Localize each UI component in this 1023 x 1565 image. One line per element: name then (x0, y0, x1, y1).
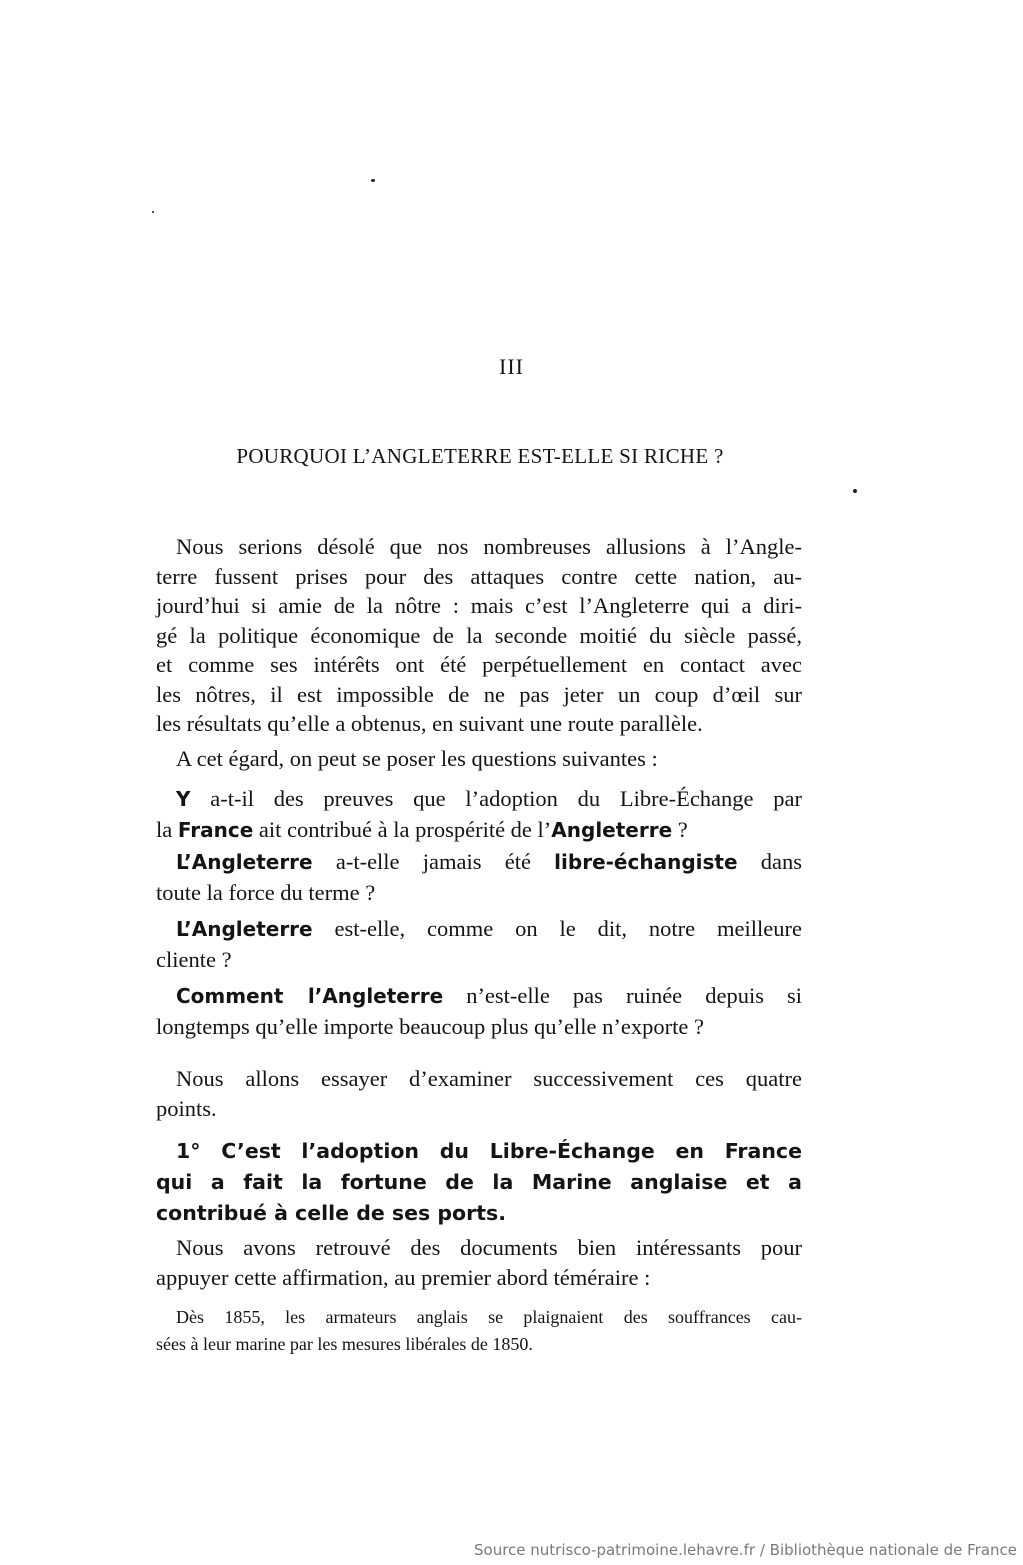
text-line: appuyer cette affirmation, au premier abord téméraire : (156, 1264, 651, 1290)
text-line: toute la force du terme ? (156, 879, 376, 905)
bold-term: Angleterre (551, 817, 673, 842)
text-line: cliente ? (156, 946, 232, 972)
bold-term: L’Angleterre (176, 850, 313, 874)
text-line: gé la politique économique de la seconde moitié du siècle passé, (156, 622, 802, 648)
text-line: les résultats qu’elle a obtenus, en suivant une route parallèle. (156, 711, 703, 736)
bold-term: France (177, 817, 254, 842)
source-credit: Source nutrisco-patrimoine.lehavre.fr / Bibliothèque nationale de France (474, 1541, 1017, 1559)
scan-speck (853, 489, 857, 493)
paragraph-plan (156, 1064, 802, 1123)
scan-speck (152, 211, 154, 213)
heading-line: 1° C’est l’adoption du Libre-Échange en France (176, 1139, 802, 1163)
text: la (156, 816, 178, 842)
quoted-note (156, 1304, 802, 1358)
question-4 (156, 981, 802, 1041)
text-line: points. (156, 1095, 217, 1121)
bold-term: Comment l’Angleterre (176, 984, 444, 1008)
text-line: Nous allons essayer d’examiner successivement ces quatre (176, 1066, 802, 1091)
paragraph-documents (156, 1233, 802, 1292)
text: dans (737, 849, 802, 874)
bold-term: Y (176, 787, 191, 811)
question-1 (156, 784, 802, 845)
text-line: terre fussent prises pour des attaques contre cette nation, au- (156, 563, 802, 589)
paragraph-questions-intro (156, 744, 802, 774)
text-line: Nous serions désolé que nos nombreuses allusions à l’Angle- (176, 534, 802, 559)
heading-line: qui a fait la fortune de la Marine anglaise et a (156, 1170, 802, 1194)
text-line: jourd’hui si amie de la nôtre : mais c’est l’Angleterre qui a diri- (156, 593, 802, 618)
chapter-number: III (499, 354, 524, 379)
text: a-t-il des preuves que l’adoption du Libre-Échange par (190, 786, 802, 811)
bold-term: L’Angleterre (176, 917, 313, 941)
text-line: et comme ses intérêts ont été perpétuellement en contact avec (156, 652, 802, 677)
heading-line: contribué à celle de ses ports. (156, 1201, 507, 1225)
text-line: Nous avons retrouvé des documents bien intéressants pour (176, 1235, 802, 1260)
text: ? (672, 816, 688, 842)
text: est-elle, comme on le dit, notre meilleure (312, 916, 802, 941)
chapter-title: POURQUOI L’ANGLETERRE EST-ELLE SI RICHE ? (236, 444, 724, 468)
question-2 (156, 847, 802, 907)
text: a-t-elle jamais été (312, 849, 555, 874)
text-line: sées à leur marine par les mesures libérales de 1850. (156, 1334, 533, 1354)
question-3 (156, 914, 802, 974)
text-line: Dès 1855, les armateurs anglais se plaignaient des souffrances cau- (176, 1307, 802, 1327)
text-line: les nôtres, il est impossible de ne pas jeter un coup d’œil sur (156, 681, 802, 707)
text: n’est-elle pas ruinée depuis si (443, 983, 802, 1008)
text-line: longtemps qu’elle importe beaucoup plus qu’elle n’exporte ? (156, 1013, 704, 1039)
text: ait contribué à la prospérité de l’ (253, 816, 552, 842)
scan-speck (371, 179, 375, 182)
bold-term: libre-échangiste (554, 850, 738, 874)
text-line: A cet égard, on peut se poser les questions suivantes : (176, 746, 658, 771)
section-heading (156, 1136, 802, 1229)
paragraph-intro (156, 532, 802, 739)
